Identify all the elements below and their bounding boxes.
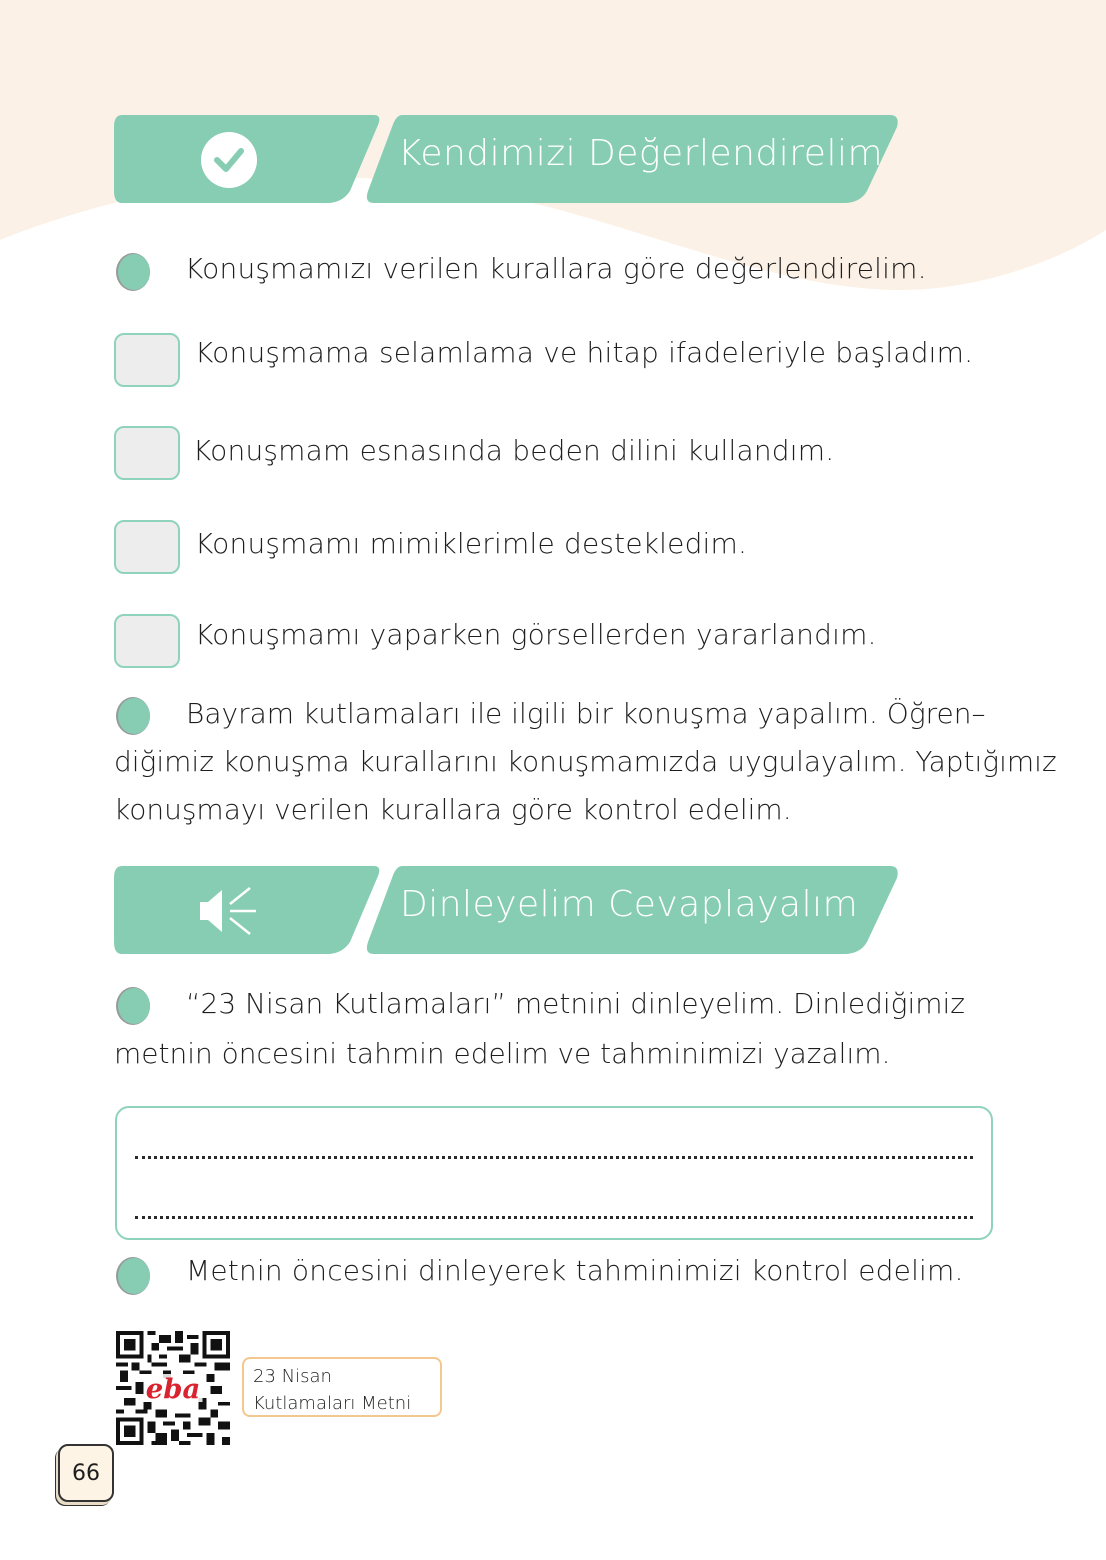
bullet-icon xyxy=(112,1255,152,1297)
section-header-listen-answer xyxy=(0,850,1106,970)
speaker-icon xyxy=(198,886,260,936)
checklist-label: Konuşmamı yaparken görsellerden yararlandım. xyxy=(195,618,877,651)
paragraph-line: Bayram kutlamaları ile ilgili bir konuşma yapalım. Öğren– xyxy=(186,697,986,730)
checklist-checkbox[interactable] xyxy=(114,333,180,387)
paragraph-line: “23 Nisan Kutlamaları” metnini dinleyelim. Dinlediğimiz xyxy=(186,987,965,1020)
bullet-icon xyxy=(112,251,152,293)
page-number xyxy=(58,1444,114,1502)
answer-box[interactable] xyxy=(115,1106,993,1240)
bullet-icon xyxy=(112,695,152,737)
checklist-checkbox[interactable] xyxy=(114,520,180,574)
qr-label-line: 23 Nisan xyxy=(253,1366,332,1387)
paragraph-line: metnin öncesini tahmin edelim ve tahminimizi yazalım. xyxy=(114,1037,891,1070)
check-circle-icon xyxy=(199,131,259,189)
checklist-label: Konuşmam esnasında beden dilini kullandım. xyxy=(193,434,835,467)
checklist-label: Konuşmama selamlama ve hitap ifadeleriyle başladım. xyxy=(195,336,974,369)
answer-line[interactable] xyxy=(135,1216,973,1219)
answer-line[interactable] xyxy=(135,1156,973,1159)
paragraph-line: konuşmayı verilen kurallara göre kontrol edelim. xyxy=(114,793,792,826)
qr-link-label[interactable] xyxy=(242,1357,442,1417)
checklist-checkbox[interactable] xyxy=(114,426,180,480)
checklist-checkbox[interactable] xyxy=(114,614,180,668)
section-title: Kendimizi Değerlendirelim xyxy=(398,133,884,174)
eba-logo: eba xyxy=(145,1372,201,1405)
checklist-label: Konuşmamı mimiklerimle destekledim. xyxy=(195,527,748,560)
page-number-text: 66 xyxy=(72,1460,100,1486)
section-title: Dinleyelim Cevaplayalım xyxy=(400,884,859,925)
task-instruction: Metnin öncesini dinleyerek tahminimizi kontrol edelim. xyxy=(186,1254,964,1287)
bullet-icon xyxy=(112,985,152,1027)
section-header-self-assessment xyxy=(0,0,1106,220)
qr-label-line: Kutlamaları Metni xyxy=(253,1393,412,1414)
task-instruction: Konuşmamızı verilen kurallara göre değerlendirelim. xyxy=(185,252,927,285)
qr-code-icon[interactable] xyxy=(116,1331,230,1445)
paragraph-line: diğimiz konuşma kurallarını konuşmamızda uygulayalım. Yaptığımız xyxy=(114,745,1057,778)
